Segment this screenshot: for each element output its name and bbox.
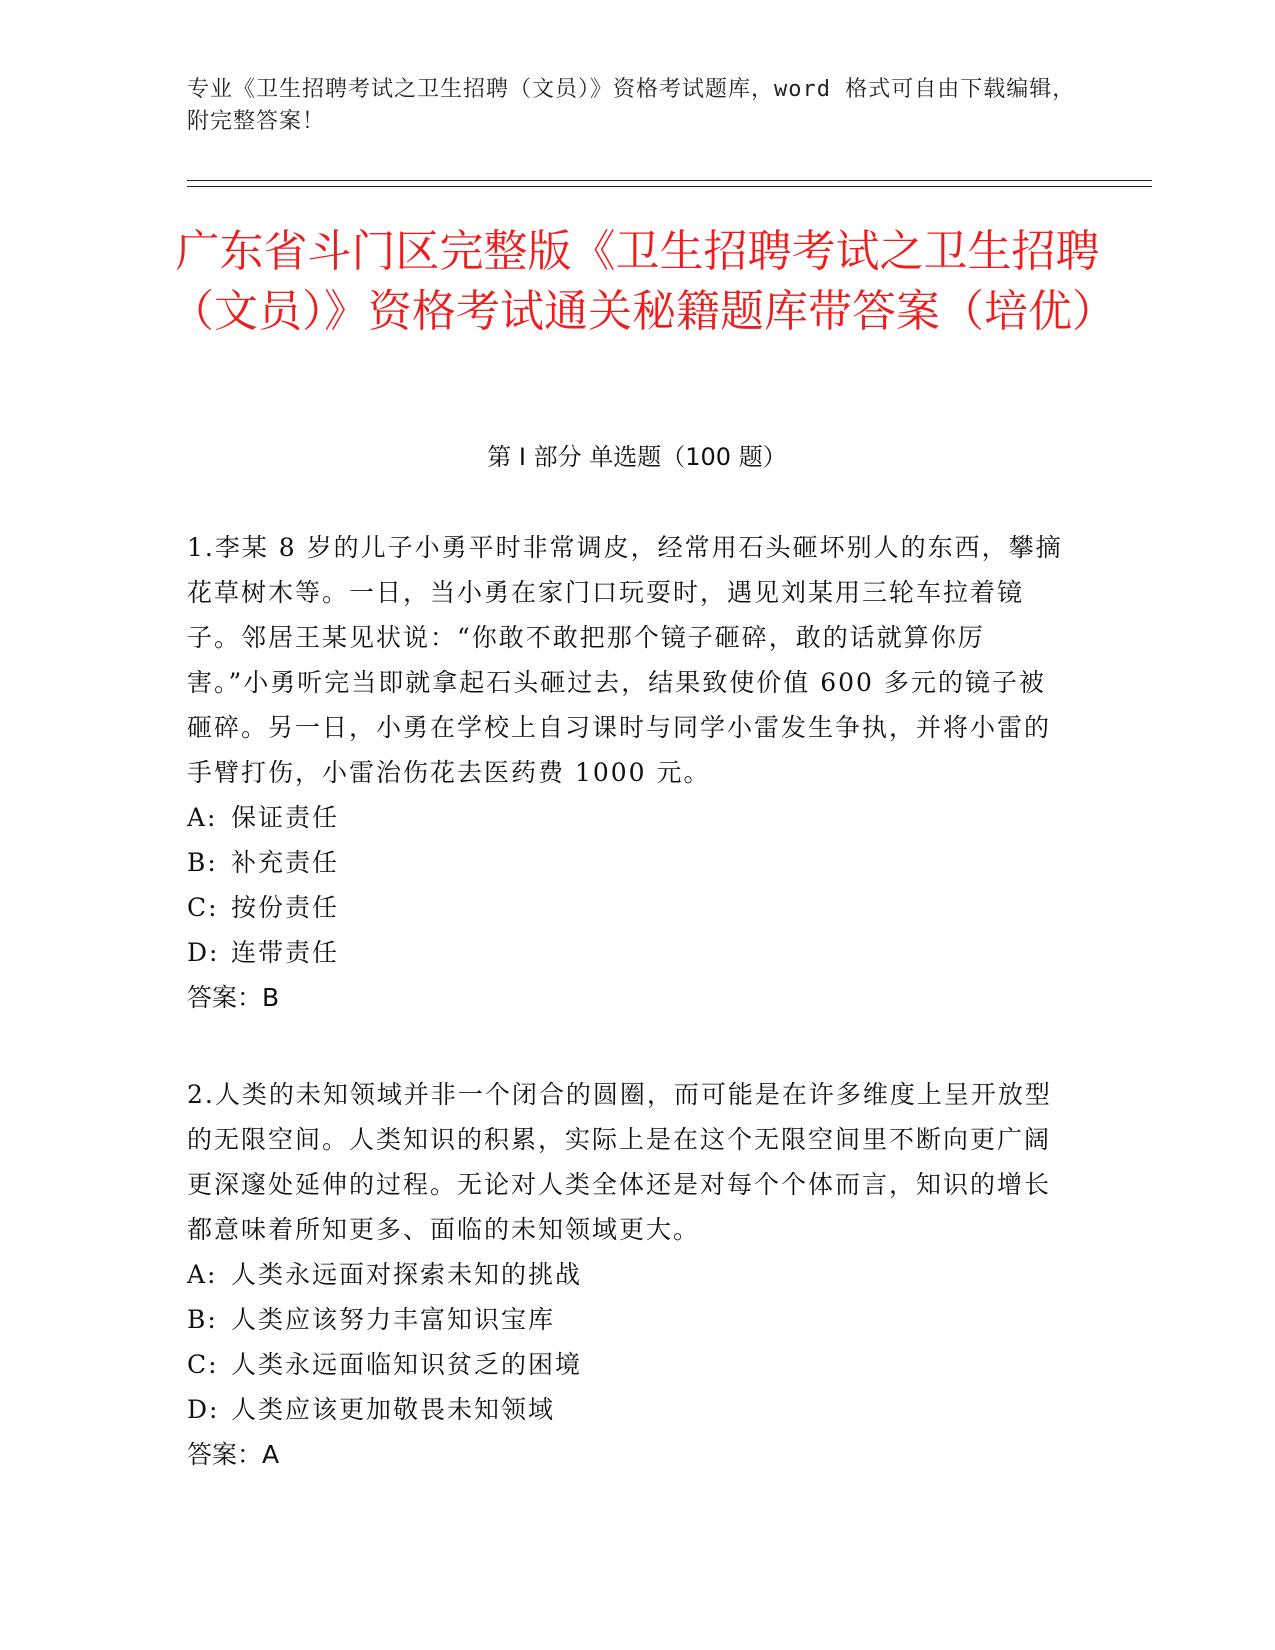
option-b — [187, 1297, 1067, 1342]
option-b — [187, 840, 1067, 885]
option-text: 保证责任 — [231, 803, 340, 832]
question-2 — [187, 1072, 1067, 1478]
option-d — [187, 930, 1067, 975]
option-text: 人类永远面对探索未知的挑战 — [231, 1260, 583, 1289]
option-c — [187, 1342, 1067, 1387]
option-c — [187, 885, 1067, 930]
question-stem: 2.人类的未知领域并非一个闭合的圆圈，而可能是在许多维度上呈开放型的无限空间。人类知识的积累，实际上是在这个无限空间里不断向更广阔更深邃处延伸的过程。无论对人类全体还是对每个个体而言，知识的增长都意味着所知更多、面临的未知领域更大。 — [187, 1080, 1052, 1244]
answer-line: 答案：A — [187, 1440, 280, 1469]
document-title: 广东省斗门区完整版《卫生招聘考试之卫生招聘（文员）》资格考试通关秘籍题库带答案（培优） — [170, 226, 1116, 337]
header-divider-thin — [187, 186, 1152, 187]
option-letter: B: — [187, 1305, 218, 1334]
answer-line: 答案：B — [187, 983, 280, 1012]
option-letter: D: — [187, 938, 220, 967]
option-a — [187, 795, 1067, 840]
header-note: 专业《卫生招聘考试之卫生招聘（文员）》资格考试题库，word 格式可自由下载编辑，附完整答案！ — [187, 77, 1076, 134]
option-text: 人类应该更加敬畏未知领域 — [231, 1395, 556, 1424]
option-d — [187, 1387, 1067, 1432]
section-heading: 第 I 部分 单选题（100 题） — [487, 443, 787, 471]
option-letter: C: — [187, 1350, 219, 1379]
option-letter: A: — [187, 1260, 218, 1289]
option-letter: C: — [187, 893, 219, 922]
option-text: 补充责任 — [231, 848, 340, 877]
option-text: 连带责任 — [231, 938, 340, 967]
option-letter: B: — [187, 848, 218, 877]
question-1 — [187, 525, 1067, 1021]
option-letter: D: — [187, 1395, 220, 1424]
question-stem: 1.李某 8 岁的儿子小勇平时非常调皮，经常用石头砸坏别人的东西，攀摘花草树木等。一日，当小勇在家门口玩耍时，遇见刘某用三轮车拉着镜子。邻居王某见状说：“你敢不敢把那个镜子砸碎，敢的话就算你厉害。”小勇听完当即就拿起石头砸过去，结果致使价值 600 多元的镜子被砸碎。另一日，小勇在学校上自习课时与同学小雷发生争执，并将小雷的手臂打伤，小雷治伤花去医药费 1000 元。 — [187, 533, 1063, 787]
option-text: 按份责任 — [231, 893, 340, 922]
option-text: 人类永远面临知识贫乏的困境 — [231, 1350, 583, 1379]
option-a — [187, 1252, 1067, 1297]
option-text: 人类应该努力丰富知识宝库 — [231, 1305, 556, 1334]
header-divider-thick — [187, 180, 1152, 181]
option-letter: A: — [187, 803, 218, 832]
